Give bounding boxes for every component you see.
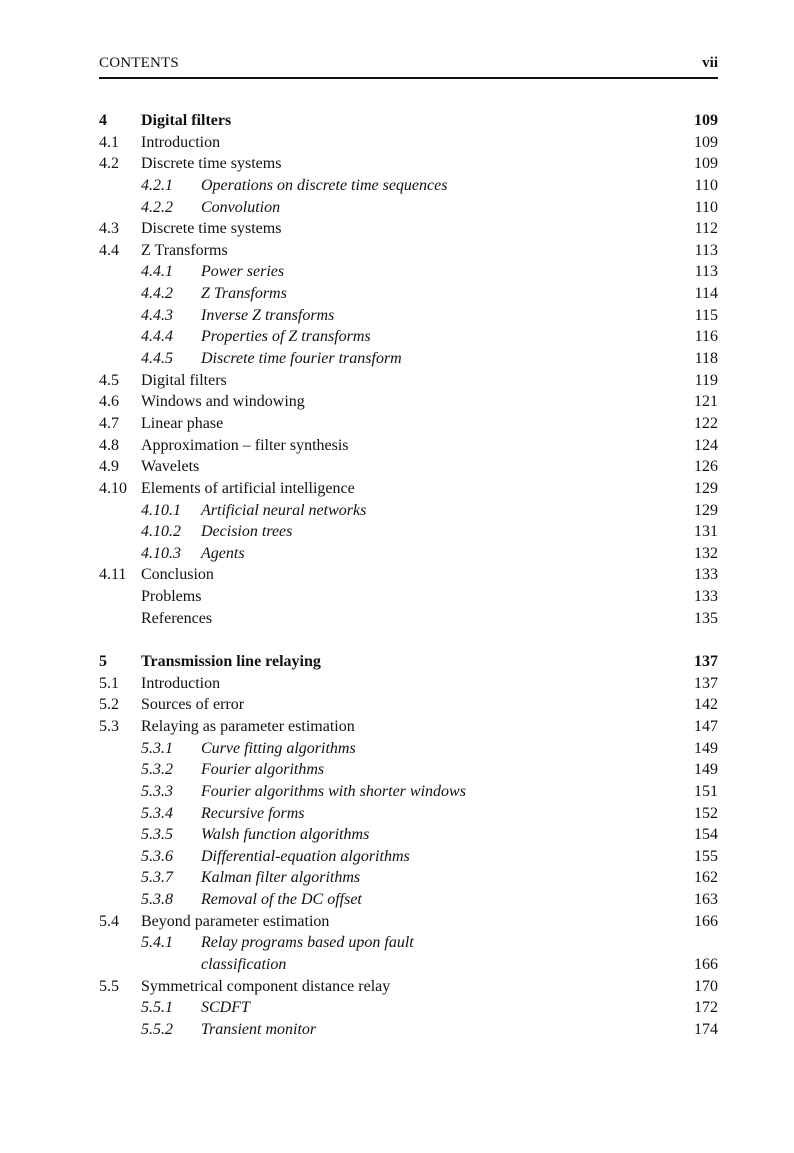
- entry-page: 147: [694, 717, 718, 735]
- entry-title: Elements of artificial intelligence: [141, 479, 355, 497]
- entry-page: 174: [694, 1020, 718, 1038]
- entry-title: Symmetrical component distance relay: [141, 977, 391, 995]
- entry-page: 126: [694, 458, 718, 476]
- entry-page: 110: [694, 198, 718, 216]
- entry-title: Decision trees: [201, 523, 293, 541]
- entry-title: Windows and windowing: [141, 393, 305, 411]
- entry-title: Fourier algorithms: [201, 761, 325, 779]
- entry-number: 5.1: [99, 674, 119, 692]
- entry-number: 5.3.5: [141, 826, 173, 844]
- entry-number: 4.4.4: [141, 328, 173, 346]
- entry-number: 4.10.1: [141, 501, 181, 519]
- entry-title: Discrete time fourier transform: [201, 350, 402, 368]
- entry-title: Removal of the DC offset: [201, 891, 362, 909]
- toc-subsection[interactable]: [99, 738, 718, 760]
- entry-number: 5.5.1: [141, 999, 173, 1017]
- entry-page: 109: [694, 133, 718, 151]
- toc-subsection-continuation[interactable]: [99, 954, 718, 976]
- entry-title: Discrete time systems: [141, 220, 282, 238]
- toc-chapter[interactable]: [99, 651, 718, 673]
- entry-page: 129: [694, 479, 718, 497]
- toc-section[interactable]: [99, 673, 718, 695]
- entry-number: 4.4: [99, 241, 119, 259]
- toc-subsection[interactable]: [99, 997, 718, 1019]
- entry-page: 152: [694, 804, 718, 822]
- page-number: vii: [702, 55, 718, 71]
- toc-section[interactable]: [99, 694, 718, 716]
- entry-number: 4.9: [99, 458, 119, 476]
- toc-section[interactable]: [99, 564, 718, 586]
- entry-number: 4.4.5: [141, 350, 173, 368]
- toc-subsection[interactable]: [99, 348, 718, 370]
- entry-title: Digital filters: [141, 371, 227, 389]
- toc-subsection[interactable]: [99, 759, 718, 781]
- entry-page: 114: [694, 285, 718, 303]
- entry-number: 4.8: [99, 436, 119, 454]
- entry-page: 137: [694, 674, 718, 692]
- entry-title: Digital filters: [141, 112, 232, 129]
- toc-section[interactable]: [99, 911, 718, 933]
- entry-number: 5.5.2: [141, 1020, 173, 1038]
- entry-number: 5.3: [99, 717, 119, 735]
- entry-title: Approximation – filter synthesis: [141, 436, 349, 454]
- toc-section[interactable]: [99, 218, 718, 240]
- toc-section[interactable]: [99, 413, 718, 435]
- entry-page: 129: [694, 501, 718, 519]
- entry-page: 133: [694, 588, 718, 606]
- toc-subsection[interactable]: [99, 175, 718, 197]
- entry-title: Linear phase: [141, 414, 224, 432]
- entry-title: Introduction: [141, 133, 221, 151]
- entry-number: 5.4: [99, 912, 119, 930]
- toc-section[interactable]: [99, 132, 718, 154]
- table-of-contents: [99, 110, 718, 1041]
- entry-page: 166: [694, 955, 718, 973]
- entry-page: 172: [694, 999, 718, 1017]
- toc-subsection[interactable]: [99, 824, 718, 846]
- toc-section[interactable]: [99, 608, 718, 630]
- entry-number: 4.5: [99, 371, 119, 389]
- entry-page: 137: [694, 653, 718, 671]
- entry-number: 4.10.2: [141, 523, 181, 541]
- entry-title: Z Transforms: [201, 285, 287, 303]
- entry-title: Inverse Z transforms: [201, 306, 335, 324]
- entry-title: Fourier algorithms with shorter windows: [201, 782, 466, 800]
- entry-page: 109: [694, 155, 718, 173]
- entry-title: Sources of error: [141, 696, 245, 714]
- toc-subsection[interactable]: [99, 803, 718, 825]
- entry-title: Beyond parameter estimation: [141, 912, 330, 930]
- toc-subsection[interactable]: [99, 326, 718, 348]
- entry-title: Relaying as parameter estimation: [141, 717, 355, 735]
- toc-subsection[interactable]: [99, 283, 718, 305]
- entry-number: 5.2: [99, 696, 119, 714]
- entry-page: 131: [694, 523, 718, 541]
- entry-number: 4.10.3: [141, 544, 181, 562]
- toc-subsection[interactable]: [99, 521, 718, 543]
- entry-title: Kalman filter algorithms: [201, 869, 361, 887]
- entry-number: 5.3.3: [141, 782, 173, 800]
- entry-page: 119: [694, 371, 718, 389]
- entry-number: 5.3.2: [141, 761, 173, 779]
- toc-subsection[interactable]: [99, 846, 718, 868]
- toc-section[interactable]: [99, 716, 718, 738]
- toc-section[interactable]: [99, 586, 718, 608]
- toc-section[interactable]: [99, 391, 718, 413]
- toc-subsection[interactable]: [99, 500, 718, 522]
- entry-number: 5.5: [99, 977, 119, 995]
- entry-title: Relay programs based upon fault: [201, 934, 414, 952]
- entry-number: 5.3.8: [141, 891, 173, 909]
- entry-number: 5.3.4: [141, 804, 173, 822]
- entry-number: 4.2.1: [141, 176, 173, 194]
- entry-title: Power series: [201, 263, 285, 281]
- entry-page: 110: [694, 176, 718, 194]
- toc-subsection[interactable]: [99, 543, 718, 565]
- entry-number: 4.10: [99, 479, 127, 497]
- toc-subsection[interactable]: [99, 197, 718, 219]
- entry-title: Introduction: [141, 674, 221, 692]
- toc-subsection[interactable]: [99, 781, 718, 803]
- entry-page: 135: [694, 609, 718, 627]
- entry-page: 113: [694, 241, 718, 259]
- entry-page: 113: [694, 263, 718, 281]
- entry-page: 154: [694, 826, 718, 844]
- toc-subsection[interactable]: [99, 867, 718, 889]
- entry-number: 5.3.6: [141, 847, 173, 865]
- entry-title: Transient monitor: [201, 1020, 317, 1038]
- entry-number: 4.7: [99, 414, 119, 432]
- entry-page: 121: [694, 393, 718, 411]
- entry-title: Problems: [141, 588, 202, 606]
- entry-title: Operations on discrete time sequences: [201, 176, 448, 194]
- toc-subsection[interactable]: [99, 1019, 718, 1041]
- entry-page: 124: [694, 436, 718, 454]
- toc-section[interactable]: [99, 435, 718, 457]
- entry-number: 4.2: [99, 155, 119, 173]
- entry-page: 115: [694, 306, 718, 324]
- entry-title: Conclusion: [141, 566, 214, 584]
- entry-title: References: [141, 609, 213, 627]
- entry-page: 163: [694, 891, 718, 909]
- entry-title: SCDFT: [201, 999, 250, 1017]
- entry-number: 4.4.1: [141, 263, 173, 281]
- entry-number: 4.1: [99, 133, 119, 151]
- entry-number: 4.3: [99, 220, 119, 238]
- entry-page: 118: [694, 350, 718, 368]
- entry-page: 109: [694, 112, 718, 129]
- entry-number: 4.4.2: [141, 285, 173, 303]
- entry-number: 5: [99, 653, 107, 671]
- toc-section[interactable]: [99, 153, 718, 175]
- toc-section[interactable]: [99, 478, 718, 500]
- entry-page: 116: [694, 328, 718, 346]
- entry-page: 155: [694, 847, 718, 865]
- toc-subsection[interactable]: [99, 261, 718, 283]
- toc-section[interactable]: [99, 240, 718, 262]
- entry-title: Convolution: [201, 198, 281, 216]
- entry-title: Z Transforms: [141, 241, 228, 259]
- toc-subsection[interactable]: [99, 932, 718, 954]
- entry-number: 5.3.1: [141, 739, 173, 757]
- entry-number: 4: [99, 112, 107, 129]
- entry-page: 133: [694, 566, 718, 584]
- entry-title: Curve fitting algorithms: [201, 739, 356, 757]
- entry-page: 166: [694, 912, 718, 930]
- toc-subsection[interactable]: [99, 889, 718, 911]
- entry-page: 151: [694, 782, 718, 800]
- entry-title: Discrete time systems: [141, 155, 282, 173]
- entry-number: 5.3.7: [141, 869, 173, 887]
- entry-page: 122: [694, 414, 718, 432]
- entry-title: Transmission line relaying: [141, 653, 321, 671]
- entry-title: Recursive forms: [201, 804, 305, 822]
- entry-page: 162: [694, 869, 718, 887]
- entry-page: 142: [694, 696, 718, 714]
- entry-page: 112: [694, 220, 718, 238]
- toc-section[interactable]: [99, 976, 718, 998]
- entry-title: Artificial neural networks: [201, 501, 367, 519]
- entry-page: 170: [694, 977, 718, 995]
- entry-number: 4.4.3: [141, 306, 173, 324]
- entry-number: 4.2.2: [141, 198, 173, 216]
- toc-subsection[interactable]: [99, 305, 718, 327]
- toc-section[interactable]: [99, 370, 718, 392]
- entry-title: Properties of Z transforms: [201, 328, 371, 346]
- entry-number: 4.11: [99, 566, 127, 584]
- entry-number: 5.4.1: [141, 934, 173, 952]
- entry-page: 149: [694, 761, 718, 779]
- entry-title: classification: [201, 955, 287, 973]
- entry-title: Differential-equation algorithms: [201, 847, 410, 865]
- entry-title: Walsh function algorithms: [201, 826, 370, 844]
- entry-page: 149: [694, 739, 718, 757]
- entry-title: Wavelets: [141, 458, 200, 476]
- running-header: [99, 55, 718, 79]
- toc-chapter[interactable]: [99, 110, 718, 132]
- entry-number: 4.6: [99, 393, 119, 411]
- running-title: CONTENTS: [99, 55, 179, 71]
- toc-section[interactable]: [99, 456, 718, 478]
- entry-page: 132: [694, 544, 718, 562]
- entry-title: Agents: [201, 544, 245, 562]
